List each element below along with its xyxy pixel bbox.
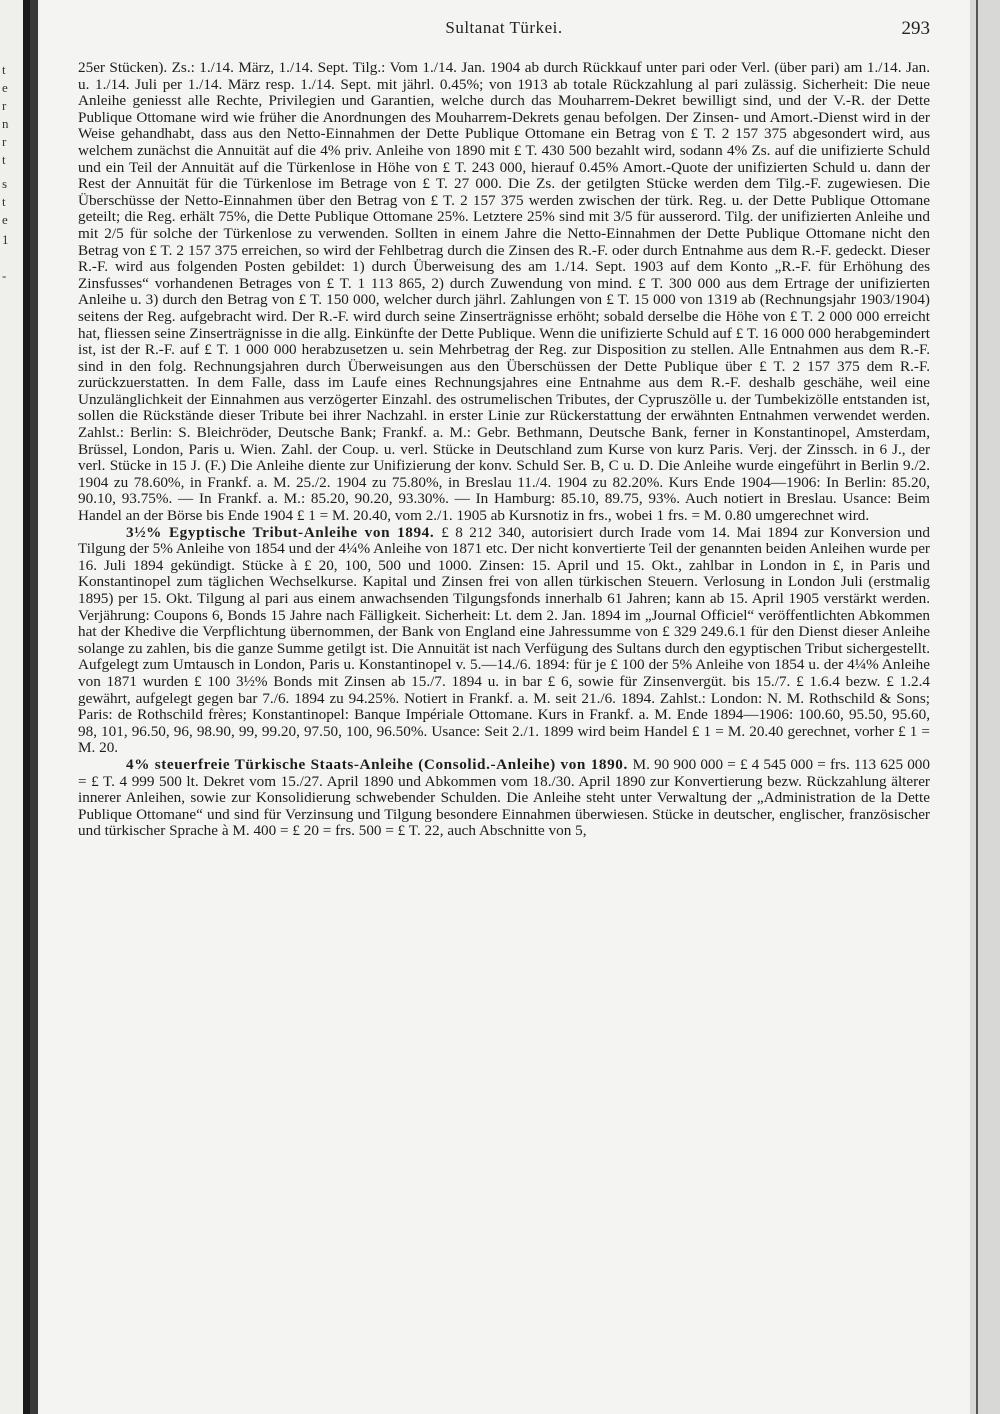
margin-fragment: t xyxy=(2,152,6,167)
paragraph-consolidated-loan-1890 xyxy=(78,757,930,840)
entry-heading: 4% steuerfreie Türkische Staats-Anleihe (Consolid.-Anleihe) von 1890. xyxy=(126,755,633,773)
book-gutter xyxy=(23,0,30,1414)
margin-fragment: r xyxy=(2,134,7,149)
margin-fragment: r xyxy=(2,98,7,113)
previous-page-edge xyxy=(0,0,30,1414)
paragraph-egyptian-tribute-loan xyxy=(78,525,930,757)
paragraph-text: 25er Stücken). Zs.: 1./14. März, 1./14. Sept. Tilg.: Vom 1./14. Jan. 1904 ab durch Rückkauf unter pari oder Verl. (über pari) am 1./14. Jan. u. 1./14. Juli per 1./14. März resp. 1./14. Sept. mit jährl. 0.45%; von 1913 ab totale Rückzahlung al pari zulässig. Sicherheit: Die neue Anleihe geniesst alle Rechte, Privilegien und Garantien, welche durch das Mouharrem-Dekret bewilligt sind, und der V.-R. der Dette Publique Ottomane wird wie früher die Anordnungen des Mouharrem-Dekrets genau befolgen. Der Zinsen- und Amort.-Dienst wird in der Weise gehandhabt, dass aus den Netto-Einnahmen der Dette Publique Ottomane ein Betrag von £ T. 2 157 375 abgesondert wird, aus welchem zunächst die Annuität auf die 4% priv. Anleihe von 1890 mit £ T. 430 500 bezahlt wird, sodann 4% Zs. auf die unifizierte Schuld und ein Teil der Annuität auf die Türkenlose in Höhe von £ T. 243 000, hierauf 0.45% Amort.-Quote der unifizierten Schuld u. dann der Rest der Annuität für die Türkenlose im Betrage von £ T. 27 000. Die Zs. der getilgten Stücke werden dem Tilg.-F. zugewiesen. Die Überschüsse der Netto-Einnahmen über den Betrag von £ T. 2 157 375 werden zwischen der türk. Reg. u. der Dette Publique Ottomane geteilt; die Reg. erhält 75%, die Dette Publique Ottomane 25%. Letztere 25% sind mit 3/5 für ausserord. Tilg. der unifizierten Anleihe und mit 2/5 für solche der Türkenlose zu verwenden. Sollten in einem Jahre die Netto-Einnahmen der Dette Publique Ottomane nicht den Betrag von £ T. 2 157 375 erreichen, so wird der Fehlbetrag durch die Zinsen des R.-F. oder durch Entnahme aus dem R.-F. gedeckt. Dieser R.-F. wird aus folgenden Posten gebildet: 1) durch Überweisung des am 1./14. Sept. 1903 auf dem Konto „R.-F. für Erhöhung des Zinsfusses“ vorhandenen Betrages von £ T. 1 113 865, 2) durch Zuwendung von mind. £ T. 300 000 aus dem Ertrage der unifizierten Anleihe u. 3) durch den Betrag von £ T. 150 000, welcher durch jährl. Zahlungen von £ T. 15 000 von 1319 ab (Rechnungsjahr 1903/1904) seitens der Reg. aufgebracht wird. Der R.-F. wird durch seine Zinserträgnisse erhöht; sobald derselbe die Höhe von £ T. 2 000 000 erreicht hat, fliessen seine Zinserträgnisse in die allg. Einkünfte der Dette Publique. Wenn die unifizierte Schuld auf £ T. 16 000 000 herabgemindert ist, ist der R.-F. auf £ T. 1 000 000 herabzusetzen u. sein Mehrbetrag der Reg. zur Disposition zu stellen. Alle Entnahmen aus dem R.-F. sind in den folg. Rechnungsjahren durch Überweisungen aus den Überschüssen der Dette Publique über £ T. 2 157 375 dem R.-F. zurückzuerstatten. In dem Falle, dass im Laufe eines Rechnungsjahres eine Entnahme aus dem R.-F. deshalb geschähe, weil eine Unzulänglichkeit der Einnahmen aus verzögerter Einzahl. des ostrumelischen Tributes, der Cypruszölle u. der Tumbekizölle entstanden ist, sollen die Rückstände dieser Tribute bei ihrer Nachzahl. in erster Linie zur Rückerstattung der erwähnten Entnahmen verwendet werden. Zahlst.: Berlin: S. Bleichröder, Deutsche Bank; Frankf. a. M.: Gebr. Bethmann, Deutsche Bank, ferner in Konstantinopel, Amsterdam, Brüssel, London, Paris u. Wien. Zahl. der Coup. u. verl. Stücke in Deutschland zum Kurse von kurz Paris. Verj. der Zinssch. in 6 J., der verl. Stücke in 15 J. (F.) Die Anleihe diente zur Unifizierung der konv. Schuld Ser. B, C u. D. Die Anleihe wurde eingeführt in Berlin 9./2. 1904 zu 78.60%, in Frankf. a. M. 25./2. 1904 zu 75.80%, in Breslau 11./4. 1904 zu 82.20%. Kurs Ende 1904—1906: In Berlin: 85.20, 90.10, 93.75%. — In Frankf. a. M.: 85.20, 90.20, 93.30%. — In Hamburg: 85.10, 89.75, 93%. Auch notiert in Breslau. Usance: Beim Handel an der Börse bis Ende 1904 £ 1 = M. 20.40, vom 2./1. 1905 ab Kursnotiz in frs., wobei 1 frs. = M. 0.80 umgerechnet wird. xyxy=(78,59,931,525)
page-number: 293 xyxy=(901,18,930,39)
book-page xyxy=(38,0,970,1414)
margin-fragment: e xyxy=(2,80,8,95)
paragraph-text: M. 90 900 000 = £ 4 545 000 = frs. 113 625 000 = £ T. 4 999 500 lt. Dekret vom 15./27. April 1890 und Abkommen vom 18./30. April 1890 zur Konvertierung bezw. Rückzahlung älterer innerer Anleihen, sowie zur Konsolidierung schwebender Schulden. Die Anleihe steht unter Verwaltung der „Administration de la Dette Publique Ottomane“ und sind für Verzinsung und Tilgung besondere Einnahmen überwiesen. Stücke in deutscher, englischer, französischer und türkischer Sprache à M. 400 = £ 20 = frs. 500 = £ T. 22, auch Abschnitte von 5, xyxy=(78,755,930,840)
margin-fragment: t xyxy=(2,194,6,209)
paragraph-text: £ 8 212 340, autorisiert durch Irade vom 14. Mai 1894 zur Konversion und Tilgung der 5% Anleihe von 1854 und der 4¼% Anleihe von 1871 etc. Der nicht konvertierte Teil der genannten beiden Anleihen wurde per 16. Juli 1894 gekündigt. Stücke à £ 20, 100, 500 und 1000. Zinsen: 15. April und 15. Okt., zahlbar in London in £, in Paris und Konstantinopel zum täglichen Wechselkurse. Kapital und Zinsen frei von allen türkischen Steuern. Verlosung in London Juli (erstmalig 1895) per 15. Okt. Tilgung al pari aus einem anwachsenden Tilgungsfonds innerhalb 61 Jahren; kann ab 15. April 1905 verstärkt werden. Verjährung: Coupons 6, Bonds 15 Jahre nach Fälligkeit. Sicherheit: Lt. dem 2. Jan. 1894 im „Journal Officiel“ veröffentlichten Abkommen hat der Khedive die Verpflichtung übernommen, der Bank von England eine Jahressumme von £ 329 249.6.1 für den Dienst dieser Anleihe solange zu zahlen, bis die ganze Summe getilgt ist. Die Annuität ist nach Verfügung des Sultans durch den egyptischen Tribut sichergestellt. Aufgelegt zum Umtausch in London, Paris u. Konstantinopel v. 5.—14./6. 1894: für je £ 100 der 5% Anleihe von 1854 u. der 4¼% Anleihe von 1871 wurden £ 100 3½% Bonds mit Zinsen ab 15./7. 1894 u. in bar £ 6, sowie für Zinsenvergüt. bis 15./7. £ 1.6.4 bezw. £ 1.2.4 gewährt, aufgelegt gegen bar 7./6. 1894 zu 94.25%. Notiert in Frankf. a. M. seit 21./6. 1894. Zahlst.: London: N. M. Rothschild & Sons; Paris: de Rothschild frères; Konstantinopel: Banque Impériale Ottomane. Kurs in Frankf. a. M. Ende 1894—1906: 100.60, 95.50, 95.60, 98, 101, 96.50, 96, 98.90, 99, 99.20, 97.50, 100, 96.50%. Usance: Seit 2./1. 1899 wird beim Handel £ 1 = M. 20.40 gerechnet, vorher £ 1 = M. 20. xyxy=(78,523,930,757)
margin-fragment: e xyxy=(2,212,8,227)
paragraph-unified-loan-continuation xyxy=(78,60,930,525)
margin-fragment: 1 xyxy=(2,232,9,247)
margin-fragment: n xyxy=(2,116,9,131)
margin-fragment: - xyxy=(2,268,7,283)
page-edge-line xyxy=(976,0,978,1414)
page-edge-right xyxy=(970,0,1000,1414)
entry-heading: 3½% Egyptische Tribut-Anleihe von 1894. xyxy=(126,523,442,541)
margin-fragment: s xyxy=(2,176,8,191)
page-header xyxy=(78,18,930,46)
running-title: Sultanat Türkei. xyxy=(445,18,563,37)
page-body xyxy=(78,60,930,840)
margin-fragment: t xyxy=(2,62,6,77)
